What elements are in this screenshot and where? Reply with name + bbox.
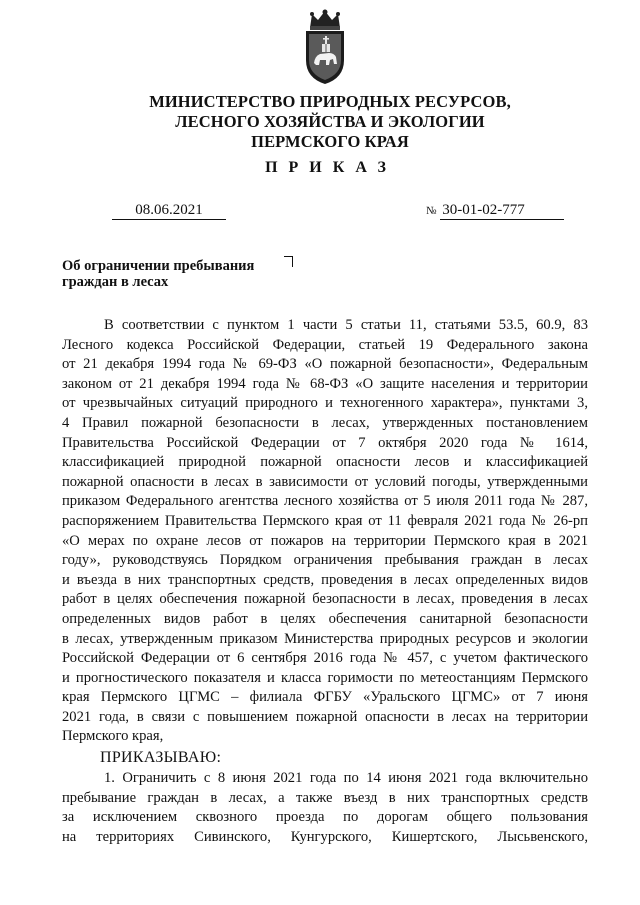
item-1-line: за исключением сквозного проезда по дорогам общего пользования xyxy=(62,809,588,826)
order-subject xyxy=(62,258,254,290)
body-line: от чрезвычайных ситуаций природного и техногенного характера», пунктами 3, xyxy=(62,395,588,412)
subject-corner-mark xyxy=(284,256,293,267)
body-line: В соответствии с пунктом 1 части 5 статьи 11, статьями 53.5, 60.9, 83 xyxy=(104,317,588,333)
body-line: Пермского края, xyxy=(62,728,164,745)
body-line: края Пермского ЦГМС – филиала ФГБУ «Уральского ЦГМС» от 7 июня xyxy=(62,689,588,706)
perm-krai-coat-of-arms-icon xyxy=(298,8,352,86)
number-sign: № xyxy=(426,205,437,217)
body-line: законом от 21 декабря 1994 года № 68-ФЗ «О защите населения и территории xyxy=(62,375,588,392)
body-line: классификацией природной пожарной опасности лесов и классификацией xyxy=(62,454,588,471)
prikazyvayu-heading: ПРИКАЗЫВАЮ: xyxy=(100,749,222,767)
order-number-field xyxy=(426,201,564,220)
item-1-line: 1. Ограничить с 8 июня 2021 года по 14 июня 2021 года включительно xyxy=(104,770,588,787)
subject-line-1: Об ограничении пребывания xyxy=(62,258,255,274)
item-1-line: на территориях Сивинского, Кунгурского, Кишертского, Лысьвенского, xyxy=(62,828,588,845)
body-line: году», руководствуясь Порядком ограничения пребывания граждан в лесах xyxy=(62,552,588,569)
body-line: распоряжением Правительства Пермского края от 11 февраля 2021 года № 26-рп xyxy=(62,512,588,529)
body-line: от 21 декабря 1994 года № 69-ФЗ «О пожарной безопасности», Федеральным xyxy=(62,356,588,373)
body-line: Российской Федерации от 6 сентября 2016 года № 457, с учетом фактического xyxy=(62,650,588,667)
body-line: Правительства Российской Федерации от 7 октября 2020 года № 1614, xyxy=(62,434,588,451)
ministry-line-3: ПЕРМСКОГО КРАЯ xyxy=(251,132,409,151)
order-number: 30-01-02-777 xyxy=(440,201,564,220)
body-line: в лесах, утвержденным приказом Министерства природных ресурсов и экологии xyxy=(62,630,588,647)
order-body xyxy=(62,316,588,847)
order-title: ПРИКАЗ xyxy=(265,159,397,176)
body-line: Лесного кодекса Российской Федерации, статьей 19 Федерального закона xyxy=(62,336,588,353)
body-line: и прогностического показателя и класса горимости по метеостанциям Пермского xyxy=(62,669,588,686)
subject-line-2: граждан в лесах xyxy=(62,274,169,290)
ministry-header xyxy=(100,92,560,152)
body-line: приказом Федерального агентства лесного хозяйства от 5 июля 2011 года № 287, xyxy=(62,493,588,510)
ministry-line-1: МИНИСТЕРСТВО ПРИРОДНЫХ РЕСУРСОВ, xyxy=(149,92,511,111)
body-line: определенных видов работ в целях обеспечения санитарной безопасности xyxy=(62,610,588,627)
body-line: 4 Правил пожарной безопасности в лесах, утвержденных постановлением xyxy=(62,414,588,431)
body-line: 2021 года, в связи с повышением пожарной опасности в лесах на территории xyxy=(62,708,588,725)
body-line: и въезда в них транспортных средств, проведения в лесах определенных видов xyxy=(62,571,588,588)
body-line: «О мерах по охране лесов от пожаров на территории Пермского края в 2021 xyxy=(62,532,588,549)
item-1-line: пребывание граждан в лесах, а также въезд в них транспортных средств xyxy=(62,789,588,806)
body-line: работ в целях обеспечения пожарной безопасности в лесах, проведения в лесах xyxy=(62,591,588,608)
body-line: пожарной опасности в лесах в зависимости от условий погоды, утвержденными xyxy=(62,473,588,490)
order-date: 08.06.2021 xyxy=(112,201,226,220)
ministry-line-2: ЛЕСНОГО ХОЗЯЙСТВА И ЭКОЛОГИИ xyxy=(175,112,485,131)
